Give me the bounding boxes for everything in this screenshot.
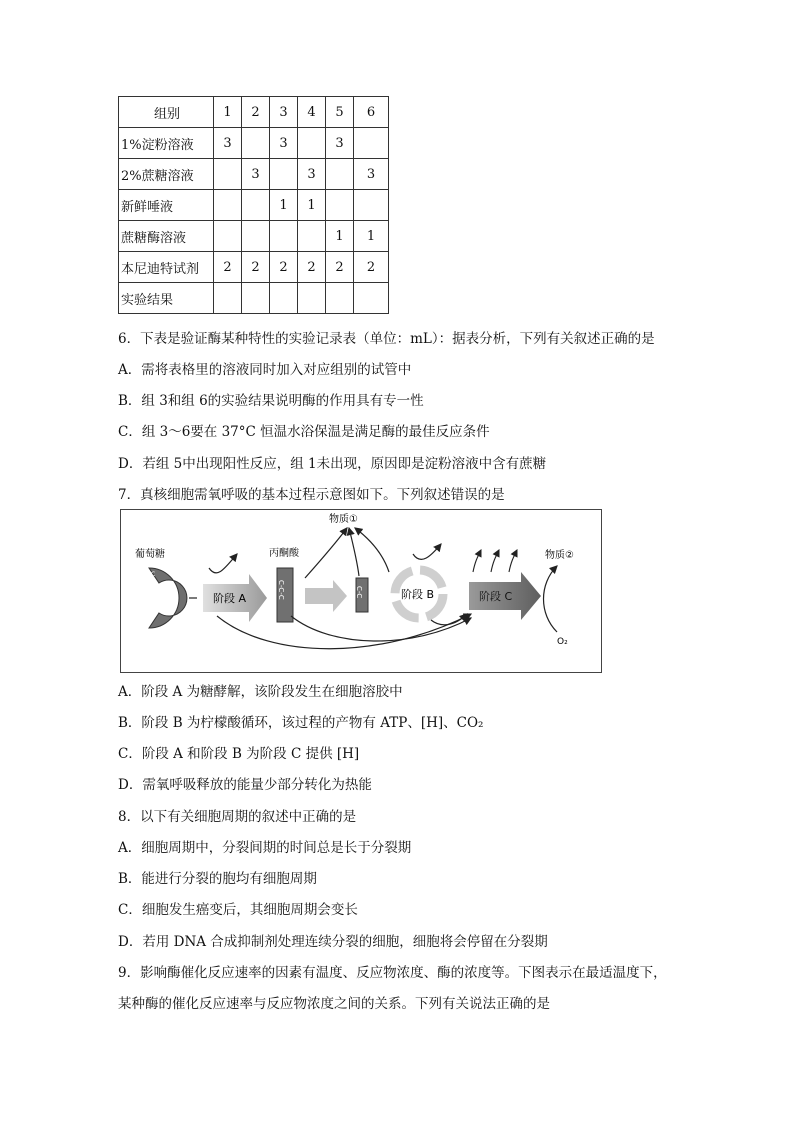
table-cell: 3 [242,159,270,190]
table-row [119,190,389,221]
table-cell: 3 [326,128,354,159]
table-cell [270,159,298,190]
q6-option-c: C．组 3～6要在 37°C 恒温水浴保温是满足酶的最佳反应条件 [118,424,490,440]
table-cell [298,283,326,314]
pyruvate-chain: C-C-C [277,580,285,600]
glucose-atom: C [145,617,150,624]
water-arrow [544,566,558,632]
table-cell [354,128,389,159]
diagram-canvas [121,510,601,672]
atp-release-arrow-c2 [491,550,499,572]
acetyl-chain: C-C [355,586,363,599]
atp-release-arrow-c3 [509,550,517,572]
transition-arrow [305,580,347,612]
aerobic-respiration-diagram [120,509,602,673]
co2-arrow-2 [349,528,359,576]
hydrogen-arrow-from-a [217,614,471,649]
table-cell [326,283,354,314]
table-header-cell: 5 [326,97,354,128]
table-row [119,252,389,283]
substance-1-label: 物质① [329,514,358,525]
stage-a-label: 阶段 A [213,592,247,605]
table-cell [354,283,389,314]
q6-stem: 6．下表是验证酶某种特性的实验记录表（单位：mL）：据表分析，下列有关叙述正确的是 [118,331,655,347]
q8-option-a: A．细胞周期中，分裂间期的时间总是长于分裂期 [118,840,412,856]
q6-option-b: B．组 3和组 6的实验结果说明酶的作用具有专一性 [118,393,424,409]
q7-stem: 7．真核细胞需氧呼吸的基本过程示意图如下。下列叙述错误的是 [118,487,505,503]
table-cell [214,221,242,252]
co2-arrow-1 [305,528,347,578]
table-cell [242,221,270,252]
table-header-cell: 1 [214,97,242,128]
q7-option-c: C．阶段 A 和阶段 B 为阶段 C 提供 [H] [118,746,360,762]
table-cell: 2 [242,252,270,283]
stage-b-label: 阶段 B [401,588,435,601]
row-label: 本尼迪特试剂 [119,252,214,283]
table-cell [270,283,298,314]
row-label: 实验结果 [119,283,214,314]
table-header-cell: 6 [354,97,389,128]
table-cell: 1 [298,190,326,221]
q9-stem-line-1: 9．影响酶催化反应速率的因素有温度、反应物浓度、酶的浓度等。下图表示在最适温度下， [118,965,667,981]
table-cell: 2 [298,252,326,283]
atp-release-arrow [209,554,237,573]
row-label: 1%淀粉溶液 [119,128,214,159]
glucose-label: 葡萄糖 [135,549,165,560]
q6-option-d: D．若组 5中出现阳性反应，组 1未出现，原因即是淀粉溶液中含有蔗糖 [118,456,547,472]
glucose-atom: C [151,571,156,578]
stage-c-label: 阶段 C [479,590,513,603]
table-cell [298,128,326,159]
table-cell [214,159,242,190]
table-cell: 3 [298,159,326,190]
table-row [119,283,389,314]
table-row [119,128,389,159]
experiment-table [118,96,389,314]
q8-option-b: B．能进行分裂的胞均有细胞周期 [118,871,317,887]
table-cell [326,159,354,190]
q7-option-d: D．需氧呼吸释放的能量少部分转化为热能 [118,777,372,793]
table-cell: 2 [214,252,242,283]
table-header-row [119,97,389,128]
pyruvate-label: 丙酮酸 [269,548,299,559]
q8-option-d: D．若用 DNA 合成抑制剂处理连续分裂的细胞，细胞将会停留在分裂期 [118,934,548,950]
glucose-atom: C [138,603,143,610]
substance-2-label: 物质② [545,550,574,561]
q6-option-a: A．需将表格里的溶液同时加入对应组别的试管中 [118,362,412,378]
atp-release-arrow-c1 [473,550,481,572]
table-cell: 3 [270,128,298,159]
table-cell [354,190,389,221]
table-header-cell: 4 [298,97,326,128]
table-header-cell: 2 [242,97,270,128]
table-cell [242,190,270,221]
table-cell: 1 [270,190,298,221]
q8-stem: 8．以下有关细胞周期的叙述中正确的是 [118,809,357,825]
table-cell [214,283,242,314]
table-cell: 1 [326,221,354,252]
table-cell [242,283,270,314]
table-cell: 2 [270,252,298,283]
row-label: 蔗糖酶溶液 [119,221,214,252]
row-label: 2%蔗糖溶液 [119,159,214,190]
table-row [119,159,389,190]
table-cell [326,190,354,221]
table-header-cell: 3 [270,97,298,128]
table-cell: 1 [354,221,389,252]
table-cell: 3 [214,128,242,159]
co2-arrow-3 [355,528,389,572]
q7-option-a: A．阶段 A 为糖酵解，该阶段发生在细胞溶胶中 [118,684,403,700]
table-cell [242,128,270,159]
table-cell: 2 [354,252,389,283]
q9-stem-line-2: 某种酶的催化反应速率与反应物浓度之间的关系。下列有关说法正确的是 [118,996,550,1012]
glucose-atom: C [141,587,146,594]
o2-label: O₂ [557,637,568,647]
table-header-cell: 组别 [119,97,214,128]
table-cell: 2 [326,252,354,283]
table-cell [270,221,298,252]
table-cell [214,190,242,221]
row-label: 新鲜唾液 [119,190,214,221]
table-cell [298,221,326,252]
q7-option-b: B．阶段 B 为柠檬酸循环，该过程的产物有 ATP、[H]、CO₂ [118,715,484,731]
q8-option-c: C．细胞发生癌变后，其细胞周期会变长 [118,902,358,918]
hydrogen-arrow-from-pyruvate [291,616,471,641]
table-row [119,221,389,252]
atp-release-arrow-b [413,544,441,559]
table-cell: 3 [354,159,389,190]
